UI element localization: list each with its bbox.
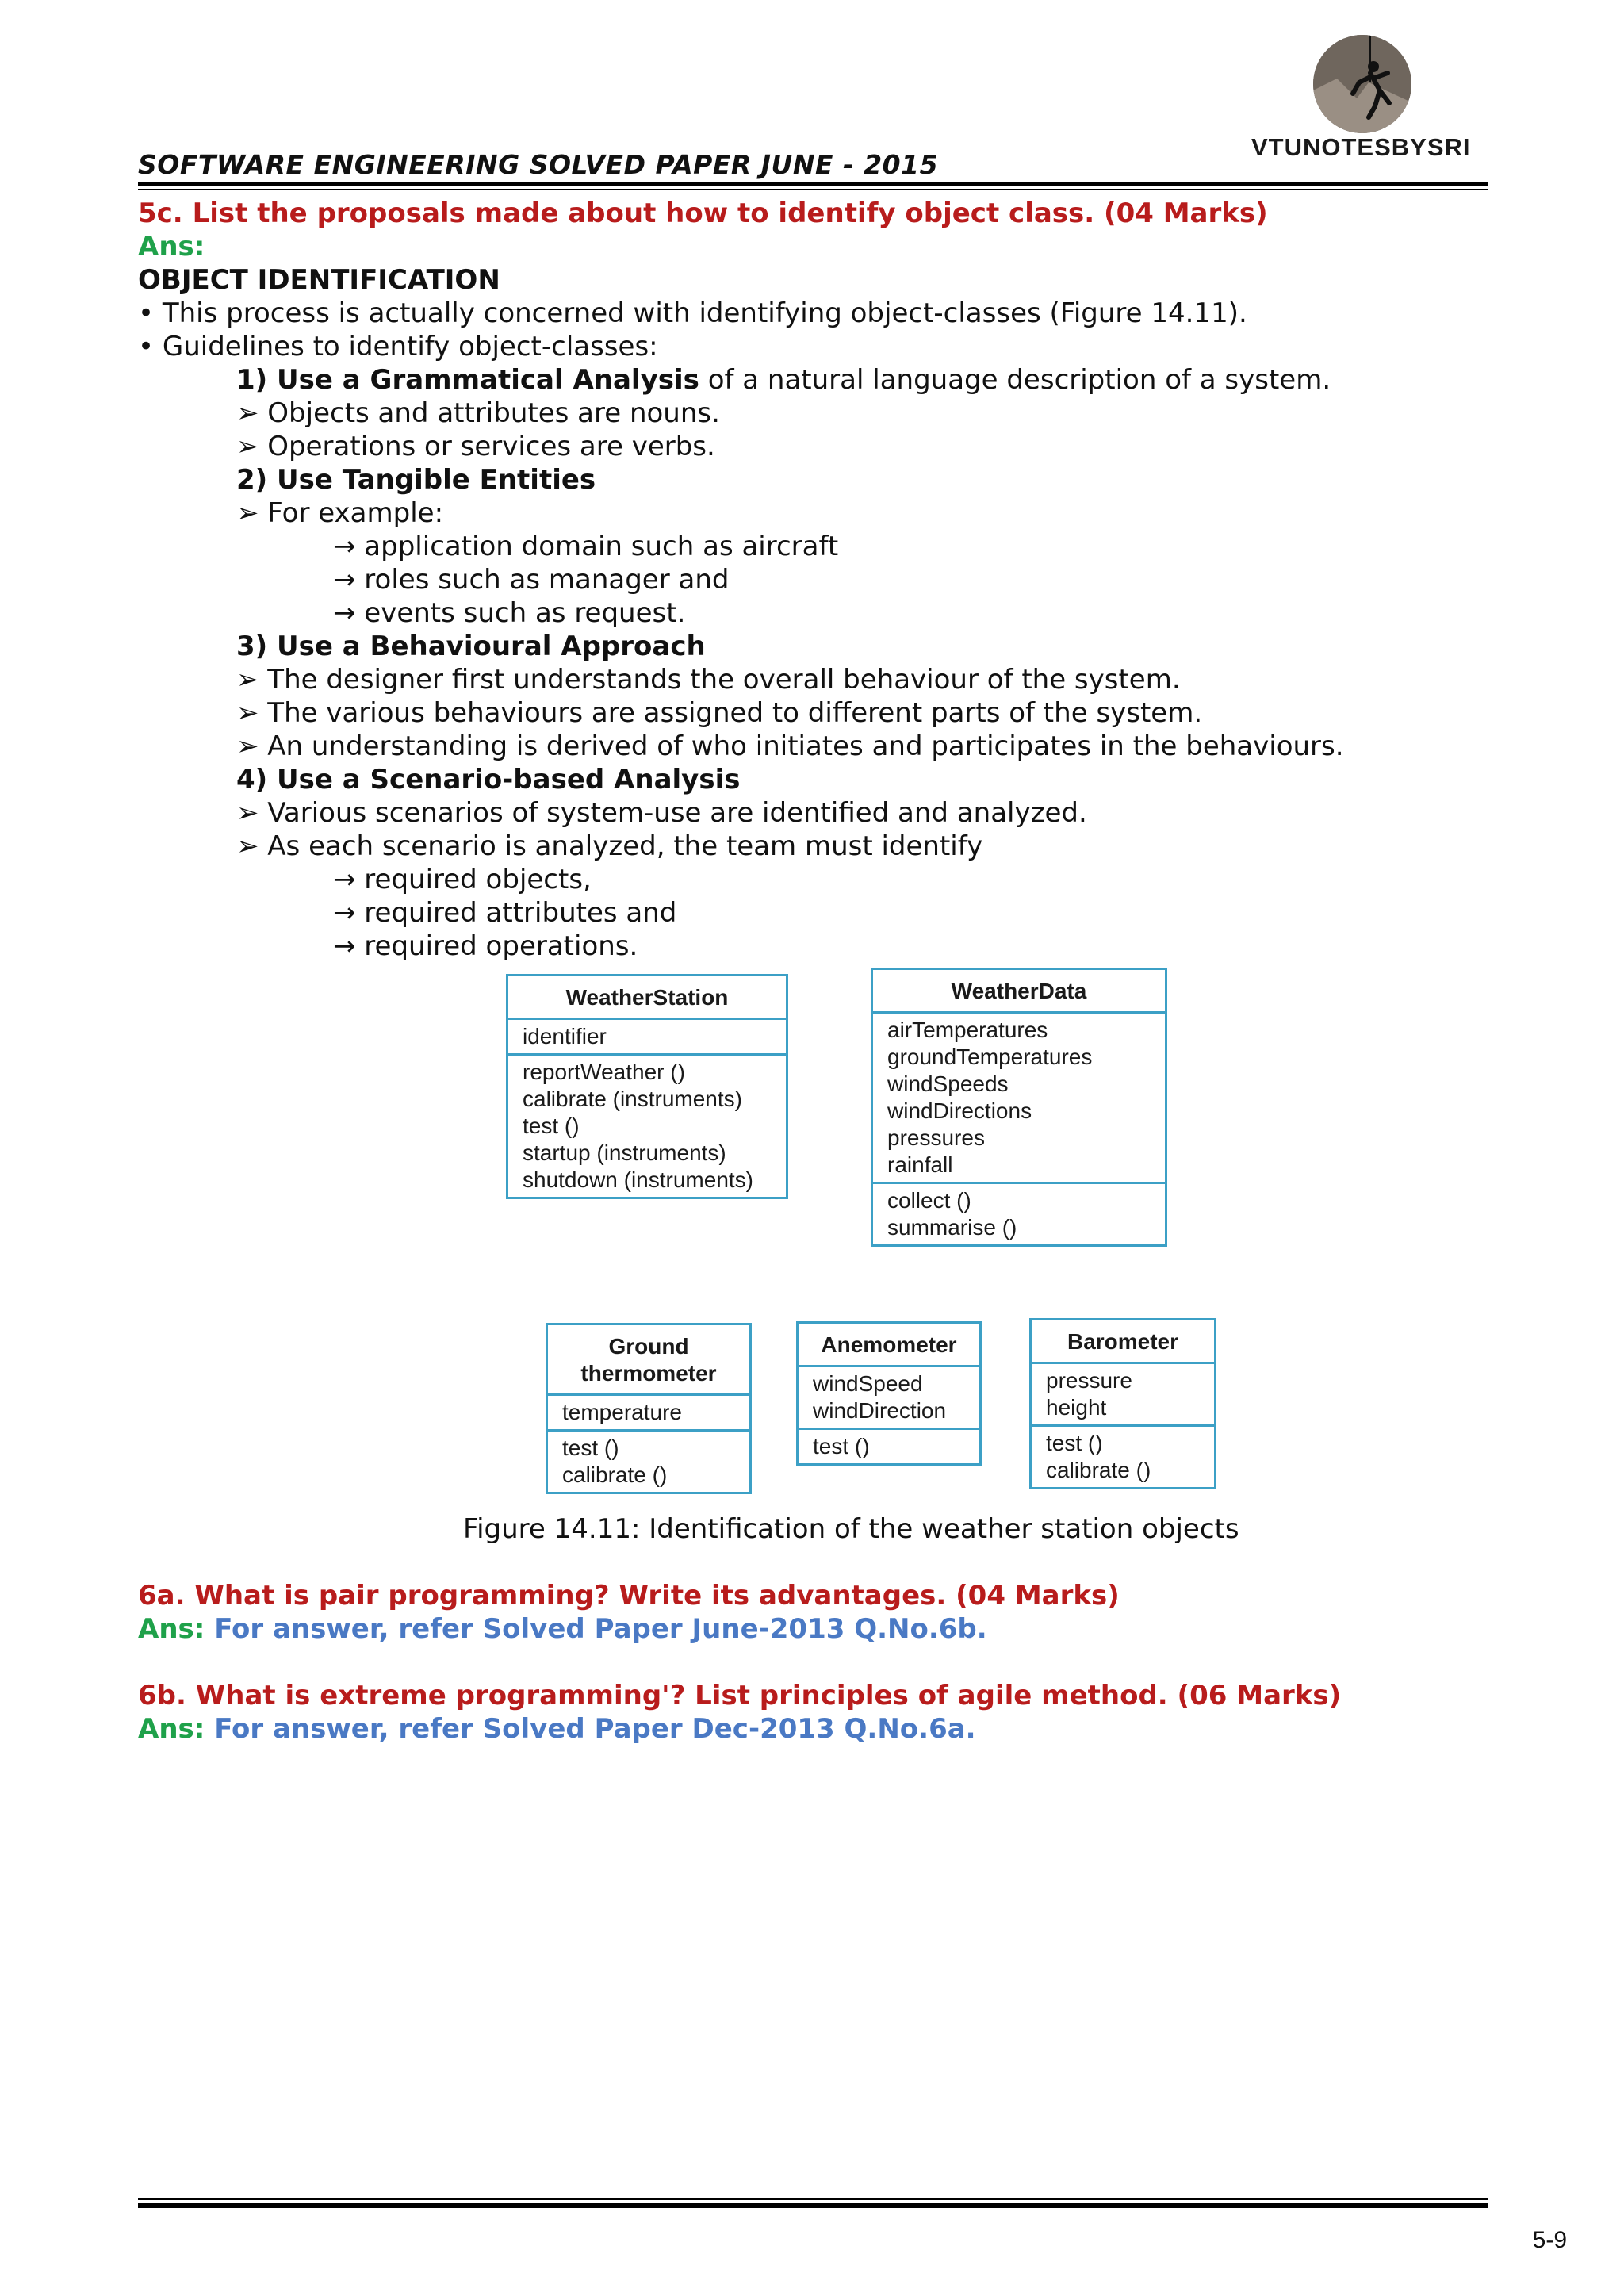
figure-caption: Figure 14.11: Identification of the weather station objects xyxy=(463,1513,1239,1545)
operation: calibrate (instruments) xyxy=(523,1087,742,1111)
class-name xyxy=(548,1325,749,1393)
guideline-text: of a natural language description of a system. xyxy=(699,364,1331,396)
bullet-point: • This process is actually concerned with identifying object-classes (Figure 14.11). xyxy=(138,297,1247,329)
attribute: pressures xyxy=(887,1125,985,1150)
logo-text: VTUNOTESBYSRI xyxy=(1251,133,1471,161)
guideline-2: 2) Use Tangible Entities xyxy=(236,464,596,496)
header-rule-thick xyxy=(138,182,1488,186)
answer-label: Ans: xyxy=(138,1713,205,1745)
attribute: rainfall xyxy=(887,1152,953,1177)
arrow-item: → application domain such as aircraft xyxy=(333,531,839,562)
class-name: WeatherData xyxy=(951,979,1087,1003)
class-attributes xyxy=(873,1011,1165,1182)
footer-rule-thin xyxy=(138,2198,1488,2200)
climber-logo-icon xyxy=(1313,35,1411,133)
attribute: windDirection xyxy=(813,1398,947,1423)
class-name: WeatherStation xyxy=(565,985,729,1010)
sub-point: ➢ For example: xyxy=(236,497,444,529)
arrow-item: → roles such as manager and xyxy=(333,564,730,596)
class-operations xyxy=(799,1428,979,1463)
answer-reference: For answer, refer Solved Paper Dec-2013 Q.No.6a. xyxy=(205,1713,976,1745)
class-operations xyxy=(508,1053,786,1197)
operation: calibrate () xyxy=(562,1462,668,1487)
class-operations xyxy=(548,1429,749,1492)
arrow-item: → required operations. xyxy=(333,930,638,962)
page-header-title: SOFTWARE ENGINEERING SOLVED PAPER JUNE - 2015 xyxy=(138,149,939,180)
sub-point: ➢ As each scenario is analyzed, the team must identify xyxy=(236,830,983,862)
sub-point: ➢ Operations or services are verbs. xyxy=(236,431,715,462)
class-attributes xyxy=(799,1365,979,1428)
uml-class-anemometer xyxy=(796,1321,982,1466)
footer-rule-thick xyxy=(138,2203,1488,2208)
sub-point: ➢ An understanding is derived of who initiates and participates in the behaviours. xyxy=(236,730,1344,762)
operation: collect () xyxy=(887,1188,971,1213)
logo-image xyxy=(1313,35,1411,133)
header-rule-thin xyxy=(138,189,1488,190)
sub-point: ➢ The designer first understands the overall behaviour of the system. xyxy=(236,664,1181,696)
attribute: windSpeeds xyxy=(887,1071,1009,1096)
answer-label: Ans: xyxy=(138,1613,205,1645)
class-operations xyxy=(873,1182,1165,1244)
class-name-line: thermometer xyxy=(580,1361,717,1386)
page-number: 5-9 xyxy=(1532,2227,1567,2253)
operation: test () xyxy=(813,1434,870,1458)
attribute: temperature xyxy=(562,1400,682,1424)
operation: startup (instruments) xyxy=(523,1140,726,1165)
answer-6a xyxy=(138,1612,987,1646)
class-attributes xyxy=(548,1393,749,1429)
arrow-item: → required attributes and xyxy=(333,897,677,929)
operation: calibrate () xyxy=(1046,1458,1151,1482)
uml-class-barometer xyxy=(1029,1318,1216,1489)
class-name: Anemometer xyxy=(821,1332,957,1357)
attribute: pressure xyxy=(1046,1368,1132,1393)
uml-class-weatherdata xyxy=(871,968,1167,1247)
answer-reference: For answer, refer Solved Paper June-2013 Q.No.6b. xyxy=(205,1613,987,1645)
section-heading: OBJECT IDENTIFICATION xyxy=(138,264,500,296)
uml-class-ground-thermometer xyxy=(546,1323,752,1494)
class-attributes xyxy=(1032,1362,1214,1424)
question-6a: 6a. What is pair programming? Write its advantages. (04 Marks) xyxy=(138,1580,1120,1612)
class-attributes xyxy=(508,1018,786,1053)
attribute: identifier xyxy=(523,1024,607,1048)
uml-class-weatherstation xyxy=(506,974,788,1199)
class-name: Barometer xyxy=(1067,1329,1179,1354)
sub-point: ➢ Objects and attributes are nouns. xyxy=(236,397,720,429)
operation: reportWeather () xyxy=(523,1060,685,1084)
attribute: windDirections xyxy=(887,1098,1032,1123)
question-5c: 5c. List the proposals made about how to identify object class. (04 Marks) xyxy=(138,197,1268,229)
guideline-title: 1) Use a Grammatical Analysis xyxy=(236,364,699,396)
attribute: groundTemperatures xyxy=(887,1045,1093,1069)
bullet-point: • Guidelines to identify object-classes: xyxy=(138,331,658,362)
operation: test () xyxy=(1046,1431,1103,1455)
answer-6b xyxy=(138,1712,976,1746)
question-6b: 6b. What is extreme programming'? List principles of agile method. (06 Marks) xyxy=(138,1680,1342,1711)
answer-label: Ans: xyxy=(138,231,205,263)
attribute: windSpeed xyxy=(813,1371,923,1396)
operation: shutdown (instruments) xyxy=(523,1167,754,1192)
class-name-line: Ground xyxy=(608,1334,689,1359)
operation: summarise () xyxy=(887,1215,1017,1240)
operation: test () xyxy=(523,1114,580,1138)
guideline-3: 3) Use a Behavioural Approach xyxy=(236,631,706,662)
sub-point: ➢ The various behaviours are assigned to different parts of the system. xyxy=(236,697,1203,729)
operation: test () xyxy=(562,1435,619,1460)
class-operations xyxy=(1032,1424,1214,1487)
sub-point: ➢ Various scenarios of system-use are identified and analyzed. xyxy=(236,797,1087,829)
attribute: height xyxy=(1046,1395,1107,1420)
arrow-item: → events such as request. xyxy=(333,597,686,629)
arrow-item: → required objects, xyxy=(333,864,592,895)
guideline-1 xyxy=(236,363,1331,397)
attribute: airTemperatures xyxy=(887,1018,1048,1042)
guideline-4: 4) Use a Scenario-based Analysis xyxy=(236,764,741,795)
